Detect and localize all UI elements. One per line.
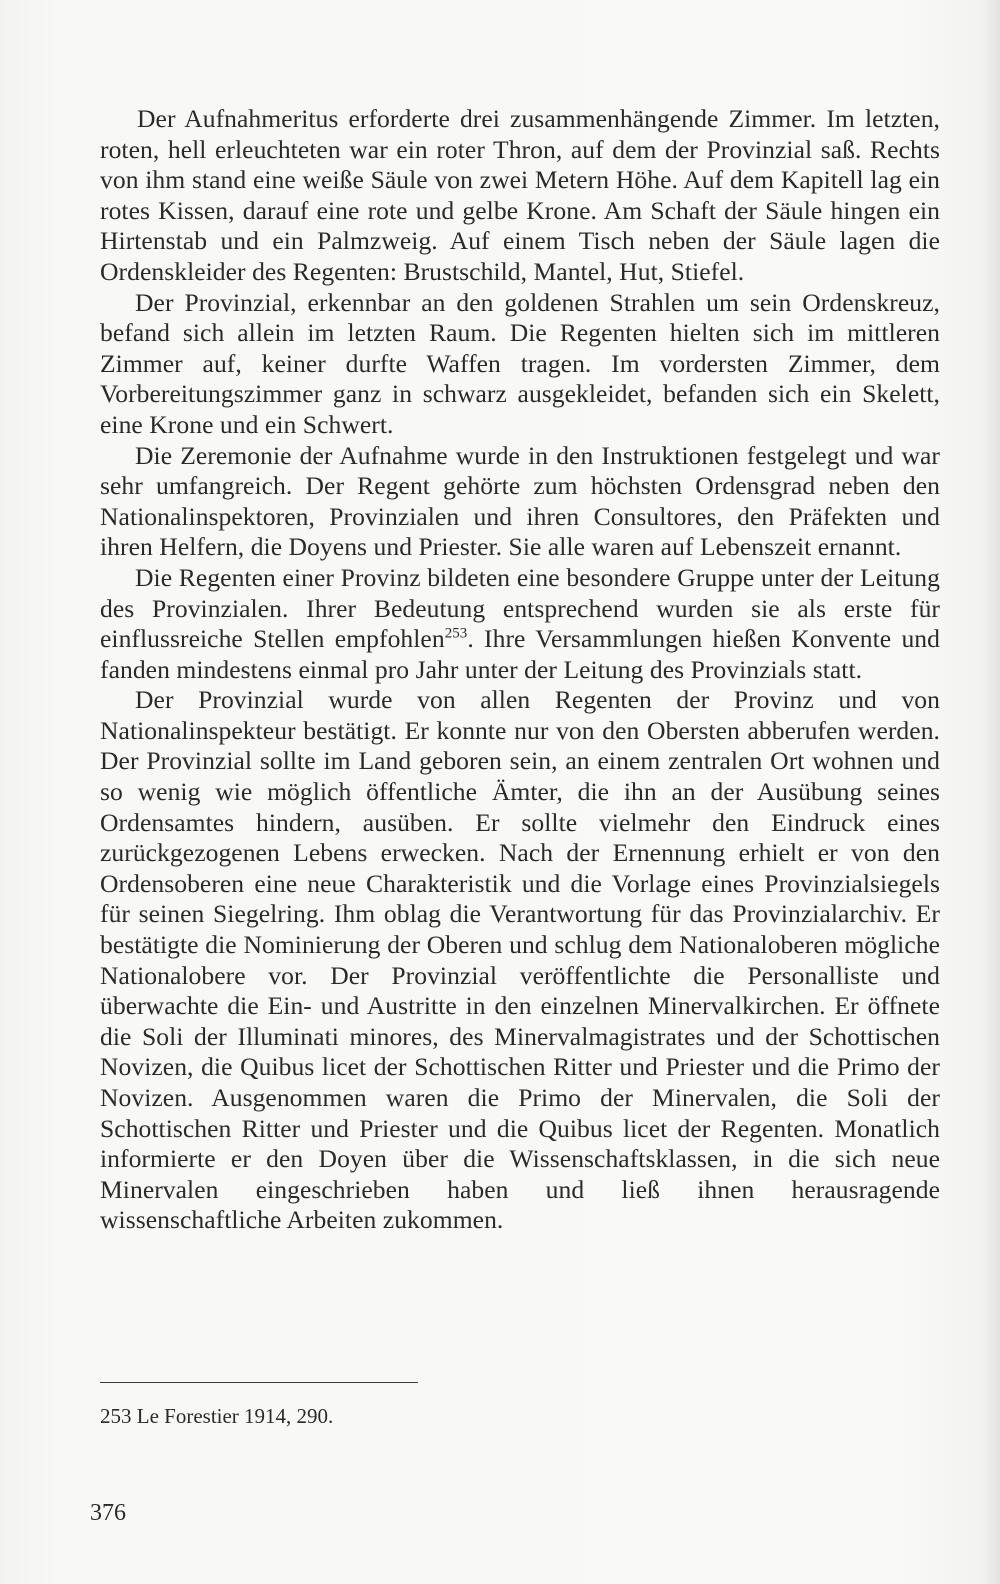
footnote-separator	[100, 1382, 418, 1383]
paragraph-1: Der Aufnahmeritus erforderte drei zusammenhängende Zimmer. Im letzten, roten, hell erleuchteten war ein roter Thron, auf dem der Provinzial saß. Rechts von ihm stand eine weiße Säule von zwei Metern Höhe. Auf dem Kapitell lag ein rotes Kissen, darauf eine rote und gelbe Krone. Am Schaft der Säule hingen ein Hirtenstab und ein Palmzweig. Auf einem Tisch neben der Säule lagen die Ordenskleider des Regenten: Brustschild, Mantel, Hut, Stiefel.	[100, 104, 940, 286]
paragraph-3: Die Zeremonie der Aufnahme wurde in den Instruktionen festgelegt und war sehr umfangreich. Der Regent gehörte zum höchsten Ordensgrad neben den Nationalinspektoren, Provinzialen und ihren Consultores, den Präfekten und ihren Helfern, die Doyens und Priester. Sie alle waren auf Lebenszeit ernannt.	[100, 440, 940, 562]
body-text	[100, 104, 940, 1236]
page-number: 376	[90, 1500, 126, 1526]
paragraph-5: Der Provinzial wurde von allen Regenten der Provinz und von Nationalinspekteur bestätigt. Er konnte nur von den Obersten abberufen werden. Der Provinzial sollte im Land geboren sein, an einem zentralen Ort wohnen und so wenig wie möglich öffentliche Ämter, die ihn an der Ausübung seines Ordensamtes hindern, ausüben. Er sollte vielmehr den Eindruck eines zurückgezogenen Lebens erwecken. Nach der Ernennung erhielt er von den Ordensoberen eine neue Charakteristik und die Vorlage eines Provinzialsiegels für seinen Siegelring. Ihm oblag die Verantwortung für das Provinzialarchiv. Er bestätigte die Nominierung der Oberen und schlug dem Nationaloberen mögliche Nationalobere vor. Der Provinzial veröffentlichte die Personalliste und überwachte die Ein- und Austritte in den einzelnen Minervalkirchen. Er öffnete die Soli der Illuminati minores, des Minervalmagistrates und der Schottischen Novizen, die Quibus licet der Schottischen Ritter und Priester und die Primo der Novizen. Ausgenommen waren die Primo der Minervalen, die Soli der Schottischen Ritter und Priester und die Quibus licet der Regenten. Monatlich informierte er den Doyen über die Wissenschaftsklassen, in die sich neue Minervalen eingeschrieben haben und ließ ihnen herausragende wissenschaftliche Arbeiten zukommen.	[100, 685, 940, 1235]
paragraph-4	[100, 563, 940, 685]
paragraph-2: Der Provinzial, erkennbar an den goldenen Strahlen um sein Ordenskreuz, befand sich allein im letzten Raum. Die Regenten hielten sich im mittleren Zimmer auf, keiner durfte Waffen tragen. Im vordersten Zimmer, dem Vorbereitungszimmer ganz in schwarz ausgekleidet, befanden sich ein Skelett, eine Krone und ein Schwert.	[100, 287, 940, 439]
page-gutter-shadow	[982, 0, 1000, 1584]
footnote-reference: 253	[444, 625, 468, 642]
paragraph-4-text-after: . Ihre Versammlungen hießen Konvente und fanden mindestens einmal pro Jahr unter der Leitung des Provinzials statt.	[100, 624, 940, 684]
footnote: 253 Le Forestier 1914, 290.	[100, 1404, 334, 1428]
paragraph-4-text-before: Die Regenten einer Provinz bildeten eine besondere Gruppe unter der Leitung des Provinzialen. Ihrer Bedeutung entsprechend wurden sie als erste für einflussreiche Stellen empfohlen	[100, 562, 940, 654]
